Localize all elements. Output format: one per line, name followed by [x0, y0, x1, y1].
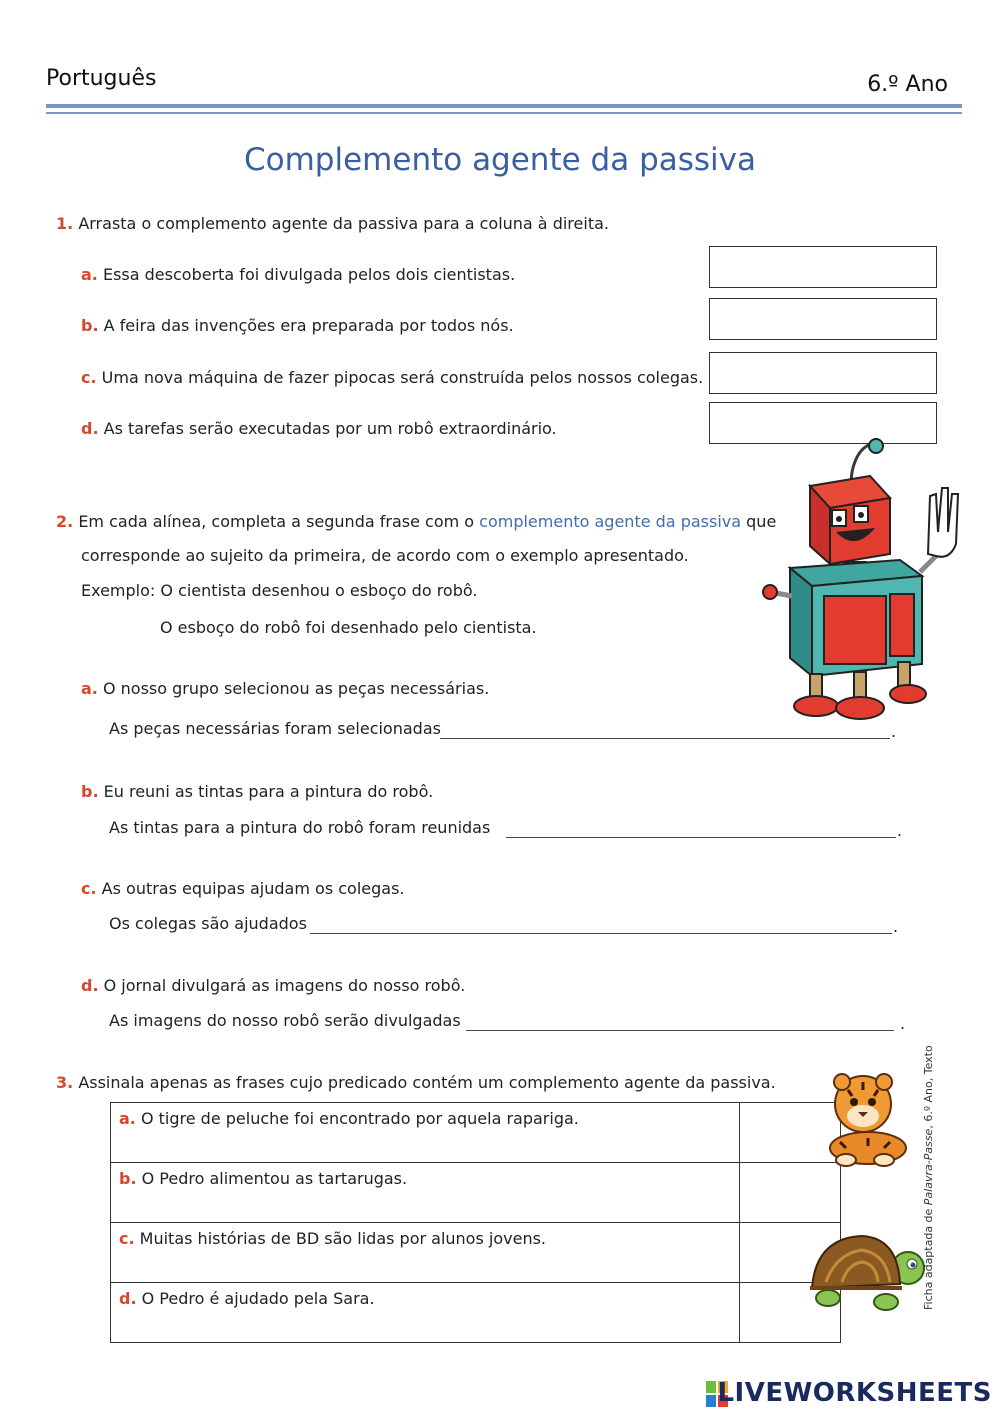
q3-row-sentence: O Pedro é ajudado pela Sara.: [141, 1289, 375, 1308]
q1-instruction-text: Arrasta o complemento agente da passiva para a coluna à direita.: [78, 214, 609, 233]
credit-prefix: Ficha adaptada de: [922, 1205, 935, 1310]
q2-item-c-sentence: [81, 879, 405, 898]
q2-instruction-start: Em cada alínea, completa a segunda frase com o: [78, 512, 475, 531]
table-row: [111, 1103, 841, 1163]
q2-item-a-end: .: [891, 722, 897, 741]
q2-item-c-end: .: [893, 917, 899, 936]
subject-label: Português: [46, 66, 157, 91]
q2-instruction-end: que: [746, 512, 777, 531]
q2-item-d-prompt: As imagens do nosso robô serão divulgadas: [109, 1011, 461, 1030]
q2-item-letter: c.: [81, 879, 97, 898]
table-row: [111, 1223, 841, 1283]
q3-row-b-text: [111, 1163, 740, 1223]
q1-item-c: [81, 368, 703, 387]
q2-item-letter: a.: [81, 679, 98, 698]
q2-item-sentence: As outras equipas ajudam os colegas.: [101, 879, 405, 898]
q3-row-letter: d.: [119, 1289, 137, 1308]
q1-item-text: Uma nova máquina de fazer pipocas será construída pelos nossos colegas.: [101, 368, 704, 387]
q3-table: [110, 1102, 841, 1343]
q1-item-a: [81, 265, 515, 284]
q2-item-b-sentence: [81, 782, 433, 801]
q2-number: 2.: [56, 512, 74, 531]
q3-instruction-text: Assinala apenas as frases cujo predicado contém um complemento agente da passiva.: [78, 1073, 776, 1092]
q2-item-c-prompt: Os colegas são ajudados: [109, 914, 307, 933]
credit-book-title: Palavra-Passe: [922, 1128, 935, 1206]
q1-number: 1.: [56, 214, 74, 233]
q1-drop-box-c[interactable]: [709, 352, 937, 394]
q3-number: 3.: [56, 1073, 74, 1092]
q2-answer-line-a[interactable]: [440, 738, 890, 739]
q3-row-d-text: [111, 1283, 740, 1343]
turtle-illustration: [806, 1232, 930, 1314]
header-divider-thin: [46, 112, 962, 114]
q1-item-text: A feira das invenções era preparada por todos nós.: [103, 316, 514, 335]
q2-item-sentence: O jornal divulgará as imagens do nosso robô.: [103, 976, 466, 995]
liveworksheets-logo[interactable]: LIVEWORKSHEETS: [717, 1378, 992, 1408]
q2-instruction-line2: corresponde ao sujeito da primeira, de acordo com o exemplo apresentado.: [81, 546, 689, 565]
q3-row-c-text: [111, 1223, 740, 1283]
source-credit: [922, 1045, 935, 1310]
q1-item-letter: a.: [81, 265, 98, 284]
table-row: [111, 1163, 841, 1223]
q2-example-line2: O esboço do robô foi desenhado pelo cientista.: [160, 618, 537, 637]
header-divider: [46, 104, 962, 108]
q2-answer-line-b[interactable]: [506, 837, 896, 838]
tiger-plush-illustration: [818, 1068, 918, 1168]
q2-item-letter: d.: [81, 976, 99, 995]
q3-instruction: [56, 1073, 776, 1092]
q1-instruction: [56, 214, 609, 233]
q3-row-sentence: O tigre de peluche foi encontrado por aquela rapariga.: [140, 1109, 579, 1128]
q2-instruction-highlight: complemento agente da passiva: [479, 512, 742, 531]
credit-suffix: , 6.º Ano, Texto: [922, 1045, 935, 1129]
q2-instruction: [56, 512, 776, 531]
q3-row-a-text: [111, 1103, 740, 1163]
q1-item-text: Essa descoberta foi divulgada pelos dois cientistas.: [102, 265, 516, 284]
q2-answer-line-d[interactable]: [466, 1030, 894, 1031]
q2-answer-line-c[interactable]: [310, 933, 892, 934]
q3-checkbox-b[interactable]: [740, 1163, 841, 1223]
q1-item-d: [81, 419, 557, 438]
q2-item-sentence: Eu reuni as tintas para a pintura do robô.: [103, 782, 434, 801]
robot-illustration: [760, 436, 960, 726]
q1-item-text: As tarefas serão executadas por um robô extraordinário.: [103, 419, 557, 438]
q1-drop-box-a[interactable]: [709, 246, 937, 288]
q2-item-b-prompt: As tintas para a pintura do robô foram reunidas: [109, 818, 491, 837]
q2-example-line1: Exemplo: O cientista desenhou o esboço do robô.: [81, 581, 478, 600]
q3-row-letter: c.: [119, 1229, 135, 1248]
q3-row-letter: a.: [119, 1109, 136, 1128]
q2-item-letter: b.: [81, 782, 99, 801]
q2-item-a-sentence: [81, 679, 489, 698]
q1-item-letter: c.: [81, 368, 97, 387]
q1-item-letter: b.: [81, 316, 99, 335]
table-row: [111, 1283, 841, 1343]
q3-row-sentence: Muitas histórias de BD são lidas por alunos jovens.: [139, 1229, 546, 1248]
q2-item-d-sentence: [81, 976, 465, 995]
grade-label: 6.º Ano: [867, 72, 948, 97]
q3-row-letter: b.: [119, 1169, 137, 1188]
q2-item-sentence: O nosso grupo selecionou as peças necessárias.: [102, 679, 490, 698]
q1-drop-box-b[interactable]: [709, 298, 937, 340]
q2-item-b-end: .: [897, 821, 903, 840]
q1-item-b: [81, 316, 514, 335]
q3-row-sentence: O Pedro alimentou as tartarugas.: [141, 1169, 408, 1188]
worksheet-title: Complemento agente da passiva: [244, 142, 756, 178]
q2-item-d-end: .: [900, 1014, 906, 1033]
q1-item-letter: d.: [81, 419, 99, 438]
q2-item-a-prompt: As peças necessárias foram selecionadas: [109, 719, 441, 738]
